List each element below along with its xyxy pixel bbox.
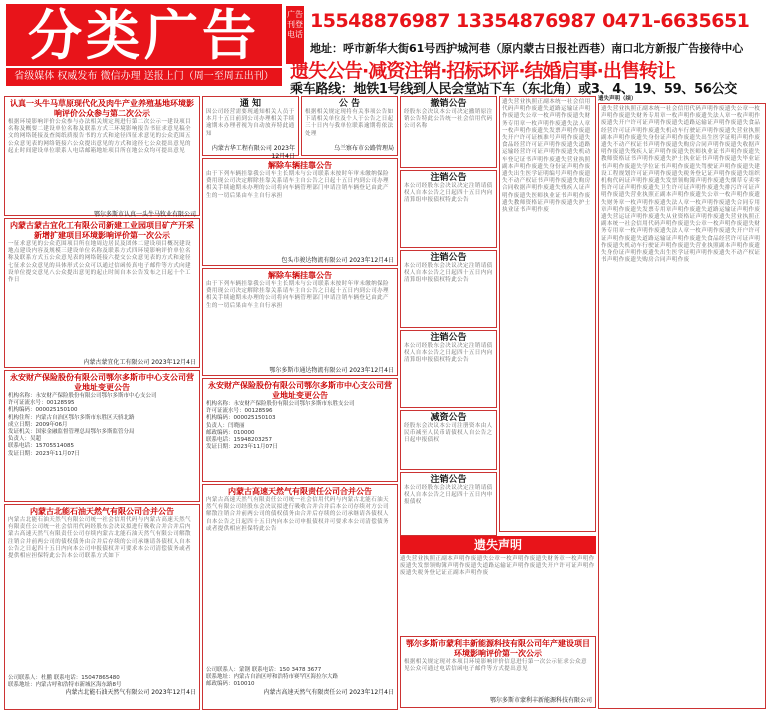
notice-merger-2	[202, 484, 398, 710]
notice-item: 负责人：闫晓丽	[206, 422, 245, 429]
notice-body: 本公司经股东会决议决定注销请债权人自本公告之日起四十五日内申报债权	[404, 485, 493, 506]
classified-grid	[4, 96, 766, 712]
phone-stamp: 广告刊登电话	[286, 6, 304, 64]
notice-item: 负责人：吴超	[8, 436, 42, 443]
notice-body: 由于下列车辆挂靠我公司车主长期未与公司联系未按时年审未缴纳保险费用现公司决定解除挂靠关系请车主自公告之日起十五日内到公司办理相关手续逾期未办理的公司将向车辆管理部门申请注销车辆登记由此产生的一切后果由车主自行承担	[206, 281, 389, 309]
notice-insurance-2	[202, 378, 398, 482]
office-address: 地址：呼市新华大街61号西护城河巷（原内蒙古日报社西巷）南口北方新报广告接待中心	[310, 42, 744, 55]
notice-title: 内蒙古蒙古宜化工有限公司新建工业园项目矿产开采新增扩建项目环境影响评价第一次公示	[10, 221, 194, 240]
notice-body: 内蒙古高速天然气有限责任公司统一社会信用代码与内蒙古北能石油天然气有限公司经股东会决议拟进行吸收合并合并后本公司存续对方公司解散注销合并前两公司的债权债务由合并后存续的公司承继请各债权人自本公告之日起四十五日内向本公司申报债权并可要求本公司清偿债务或者提供相应担保特此公告	[206, 497, 389, 532]
notice-item: 许可证流水号：00128596	[206, 408, 273, 415]
notice-dereg-4	[400, 472, 497, 536]
notice-signature: 内蒙古高速天然气有限责任公司 2023年12月4日	[263, 688, 394, 696]
notice-item: 机构编码：000025150100	[8, 407, 78, 414]
notice-title: 解除车辆挂靠公告	[268, 161, 332, 170]
column-2	[202, 96, 398, 712]
notice-vehicle-1	[202, 158, 398, 266]
notice-announce	[301, 96, 398, 156]
notice-title: 鄂尔多斯市蒙利丰新能源科技有限公司年产建设项目环境影响评价第一次公示	[406, 639, 590, 658]
notice-dereg-2	[400, 250, 497, 328]
notice-signature: 内蒙古华工程有限公司 2023年12月4日	[211, 145, 295, 160]
lost-listings-2: 遗失营业执照正副本声明作废遗失公章一枚声明作废遗失财务章一枚声明作废遗失发票领购簿声明作废遗失道路运输证声明作废遗失开户许可证声明作废遗失税务登记证正副本声明作废	[400, 556, 595, 577]
service-list: 遗失公告·减资注销·招标环评·结婚启事·出售转让	[290, 60, 675, 82]
notice-dereg-3	[400, 330, 497, 408]
notice-title: 公 告	[338, 99, 361, 109]
notice-title: 注销公告	[430, 173, 467, 183]
notice-title: 通 知	[239, 99, 262, 109]
lost-listings-3: 遗失营业执照正副本统一社会信用代码声明作废遗失公章一枚声明作废遗失财务专用章一枚声明作废遗失法人章一枚声明作废遗失开户许可证声明作废遗失道路运输证声明作废遗失食品经营许可证声明作废遗失机动车行驶证声明作废遗失营业执照副本声明作废遗失身份证声明作废遗失出生医学证明声明作废遗失不动产权证书声明作废遗失购房合同声明作废遗失收据声明作废遗失残疾人证声明作废遗失医师执业证书声明作废遗失教师资格证书声明作废遗失护士执业证书声明作废遗失毕业证书声明作废遗失学位证书声明作废遗失驾驶证声明作废遗失建设工程规划许可证声明作废遗失税务登记证声明作废遗失组织机构代码证声明作废遗失发票领购簿声明作废遗失烟草专卖零售许可证声明作废遗失卫生许可证声明作废遗失排污许可证声明作废遗失营业执照正副本声明作废遗失公章一枚声明作废遗失财务章一枚声明作废遗失法人章一枚声明作废遗失合同专用章声明作废遗失发票专用章声明作废遗失道路运输证声明作废遗失营运证声明作废遗失从业资格证声明作废遗失营业执照正副本统一社会信用代码声明作废遗失公章一枚声明作废遗失财务专用章一枚声明作废遗失法人章一枚声明作废遗失开户许可证声明作废遗失道路运输证声明作废遗失食品经营许可证声明作废遗失机动车行驶证声明作废遗失营业执照副本声明作废遗失身份证声明作废遗失出生医学证明声明作废遗失不动产权证书声明作废遗失购房合同声明作废	[598, 103, 766, 709]
notice-body: 本公司经股东会决议决定注销请债权人自本公告之日起四十五日内向清算组申报债权特此公告	[404, 343, 493, 364]
notice-item: 发证日期：2023年11月07日	[8, 450, 80, 457]
notice-signature: 鄂尔多斯市蒙利丰新能源科技有限公司	[489, 697, 592, 704]
notice-item: 成立日期：2009年06月	[8, 421, 68, 428]
slogan: 省级媒体 权威发布 微信办理 送报上门（周一至周五出刊）	[6, 68, 282, 86]
notice-body: 经股东会决议本公司注册资本由人民币减至人民币请债权人自公告之日起申报债权	[404, 423, 493, 444]
notice-body: 经股东会决议本公司决定撤销原注销公告特此公告统一社会信用代码公司名称	[404, 109, 493, 130]
notice-item: 机构住所：内蒙古自治区鄂尔多斯市东胜区天骄北路	[8, 414, 135, 421]
notice-title: 内蒙古北能石油天然气有限公司合并公告	[30, 507, 174, 516]
notice-eia-3	[400, 636, 596, 708]
notice-merger-1	[4, 504, 200, 710]
notice-item: 机构名称：永安财产保险股份有限公司鄂尔多斯市东胜支公司	[206, 401, 355, 407]
contact-line: 联系地址：内蒙古呼和浩特市新城区海东路8号	[8, 682, 122, 689]
notice-signature: 包头市骏达物流有限公司 2023年12月4日	[281, 257, 394, 264]
notice-item: 机构名称：永安财产保险股份有限公司鄂尔多斯市中心支公司	[8, 393, 157, 399]
notice-insurance-1	[4, 370, 200, 502]
notice-body: 由于下列车辆挂靠我公司车主长期未与公司联系未按时年审未缴纳保险费用现公司决定解除挂靠关系请车主自公告之日起十五日内到公司办理相关手续逾期未办理的公司将向车辆管理部门申请注销车辆登记由此产生的一切后果由车主自行承担	[206, 171, 389, 199]
notice-title: 内蒙古高速天然气有限责任公司合并公告	[228, 487, 372, 496]
notice-signature: 鄂尔多斯市通达物流有限公司 2023年12月4日	[269, 367, 394, 374]
notice-item: 邮政编码：010000	[206, 429, 255, 436]
notice-item: 联系电话：15948203257	[206, 437, 272, 444]
lost-listings: 遗失营业执照正副本统一社会信用代码声明作废遗失道路运输证声明作废遗失公章一枚声明作废遗失财务专用章一枚声明作废遗失法人章一枚声明作废遗失发票声明作废遗失开户许可证核准号声明作废遗失食品经营许可证声明作废遗失道路运输经营许可证声明作废遗失机动车登记证书声明作废遗失营业执照副本声明作废遗失身份证声明作废遗失出生医学证明编号声明作废遗失不动产权证书声明作废遗失购房合同收据声明作废遗失残疾人证声明作废遗失医师执业证书声明作废遗失教师资格证声明作废遗失护士执业证书声明作废	[499, 96, 596, 532]
notice-body: 根据相关规定现将有关事项公告如下请相关单位及个人于公告之日起三十日内与我单位联系逾期将依法处理	[305, 109, 394, 137]
notice-dereg-1	[400, 170, 497, 248]
notice-title: 注销公告	[430, 333, 467, 343]
notice-body: 根据环境影响评价公众参与办法相关规定现进行第二次公示一建设项目名称及概要二建设单位名称及联系方式三环境影响报告书征求意见稿全文的网络链接及查阅纸质报告书的方式和途径四征求意见的公众范围五公众意见表的网络链接六公众提出意见的方式和途径七公众提出意见的起止时间建设单位联系人电话邮箱地址项目所在地公众均可提出意见	[8, 119, 191, 154]
column-3-left	[400, 96, 497, 534]
notice-title: 永安财产保险股份有限公司鄂尔多斯市中心支公司营业地址变更公告	[208, 381, 392, 400]
notice-eia-1	[4, 96, 200, 216]
notice-body: 根据相关规定现对本项目环境影响评价信息进行第一次公示征求公众意见公众可通过电话信函电子邮件等方式提出意见	[404, 659, 587, 673]
notice-item: 联系电话：15705514085	[8, 443, 74, 450]
notice-item: 发证日期：2023年11月07日	[206, 444, 278, 451]
column-4	[598, 96, 766, 712]
notice-body: 因公司经营需要现通知相关人员于本月十五日前到公司办理相关手续逾期未办理者视为自动放弃特此通知	[206, 109, 295, 137]
section-logo: 分类广告	[6, 4, 282, 66]
notice-title: 解除车辆挂靠公告	[268, 271, 332, 280]
contact-line: 公司联系人：蒙钢 联系电话：150 3478 3677	[206, 667, 322, 673]
notice-body: 内蒙古北能石油天然气有限公司统一社会信用代码与内蒙古高速天然气有限责任公司统一社会信用代码经股东会决议拟进行吸收合并合并后内蒙古高速天然气有限责任公司存续内蒙古北能石油天然气有限公司解散注销合并前两公司的债权债务由合并后存续的公司承继请各债权人自本公告之日起四十五日内向本公司申报债权并可要求本公司清偿债务或者提供相应担保特此公告本公司联系方式如下	[8, 517, 191, 560]
notice-body: 本公司经股东会决议决定注销请债权人自本公告之日起四十五日内向清算组申报债权特此公告	[404, 263, 493, 284]
notice-capital-reduction	[400, 410, 497, 470]
notice-signature: 内蒙古北能石油天然气有限公司 2023年12月4日	[65, 689, 196, 697]
notice-title: 认真一头牛马草原现代化及肉牛产业养殖基地环境影响评价公众参与第二次公示	[10, 99, 194, 118]
contact-line: 联系地址：内蒙古自治区呼和浩特市赛罕区海拉尔大路	[206, 674, 339, 681]
column-3-right	[499, 96, 596, 534]
notice-item: 机构编码：000025150103	[206, 415, 276, 422]
contact-line: 邮政编码：010010	[206, 681, 255, 688]
column-1	[4, 96, 200, 712]
column-3	[400, 96, 596, 712]
bus-route: 乘车路线：地铁1号线到人民会堂站下车（东北角）或3、4、19、59、56公交	[290, 82, 738, 97]
notice-general	[202, 96, 299, 160]
notice-vehicle-2	[202, 268, 398, 376]
notice-item: 许可证流水号：00128595	[8, 400, 75, 407]
notice-title: 注销公告	[430, 475, 467, 485]
notice-body: 本公司经股东会决议决定注销请债权人自本公告之日起四十五日内向清算组申报债权特此公告	[404, 183, 493, 204]
column-4-title: 遗失声明（续）	[598, 96, 637, 102]
notice-body: 一征求意见的公众范围项目所在地周边居民及团体二建设项目概况建设地点建设内容及规模三建设单位名称及联系方式四环境影响评价单位名称及联系方式五公众意见表的网络链接六提交公众意见表的方式和途径七征求公众意见的具体形式公众可以通过信函传真电子邮件等方式向建设单位提交意见八公众提出意见的起止时间自本公告发布之日起十个工作日	[8, 241, 191, 284]
notice-item: 发证机关：国家金融监督管理总局鄂尔多斯监管分局	[8, 429, 135, 436]
masthead	[0, 0, 768, 96]
lost-banner: 遗失声明	[400, 536, 596, 554]
contact-line: 公司联系人：杜鹏 联系电话：15047865480	[8, 675, 120, 681]
notice-title: 注销公告	[430, 253, 467, 263]
notice-signature: 鄂尔多斯市认真一头牛马牧业有限公司	[93, 211, 196, 218]
notice-title: 永安财产保险股份有限公司鄂尔多斯市中心支公司营业地址变更公告	[10, 373, 194, 392]
notice-signature: 乌兰察布市公路管理局	[333, 145, 394, 152]
notice-revoke	[400, 96, 497, 168]
notice-eia-2	[4, 218, 200, 368]
notice-signature: 内蒙古蒙宜化工有限公司 2023年12月4日	[83, 359, 196, 366]
notice-title: 减资公告	[430, 413, 467, 423]
contact-phones: 15548876987 13354876987 0471-6635651	[310, 10, 750, 32]
notice-title: 撤销公告	[430, 99, 467, 109]
